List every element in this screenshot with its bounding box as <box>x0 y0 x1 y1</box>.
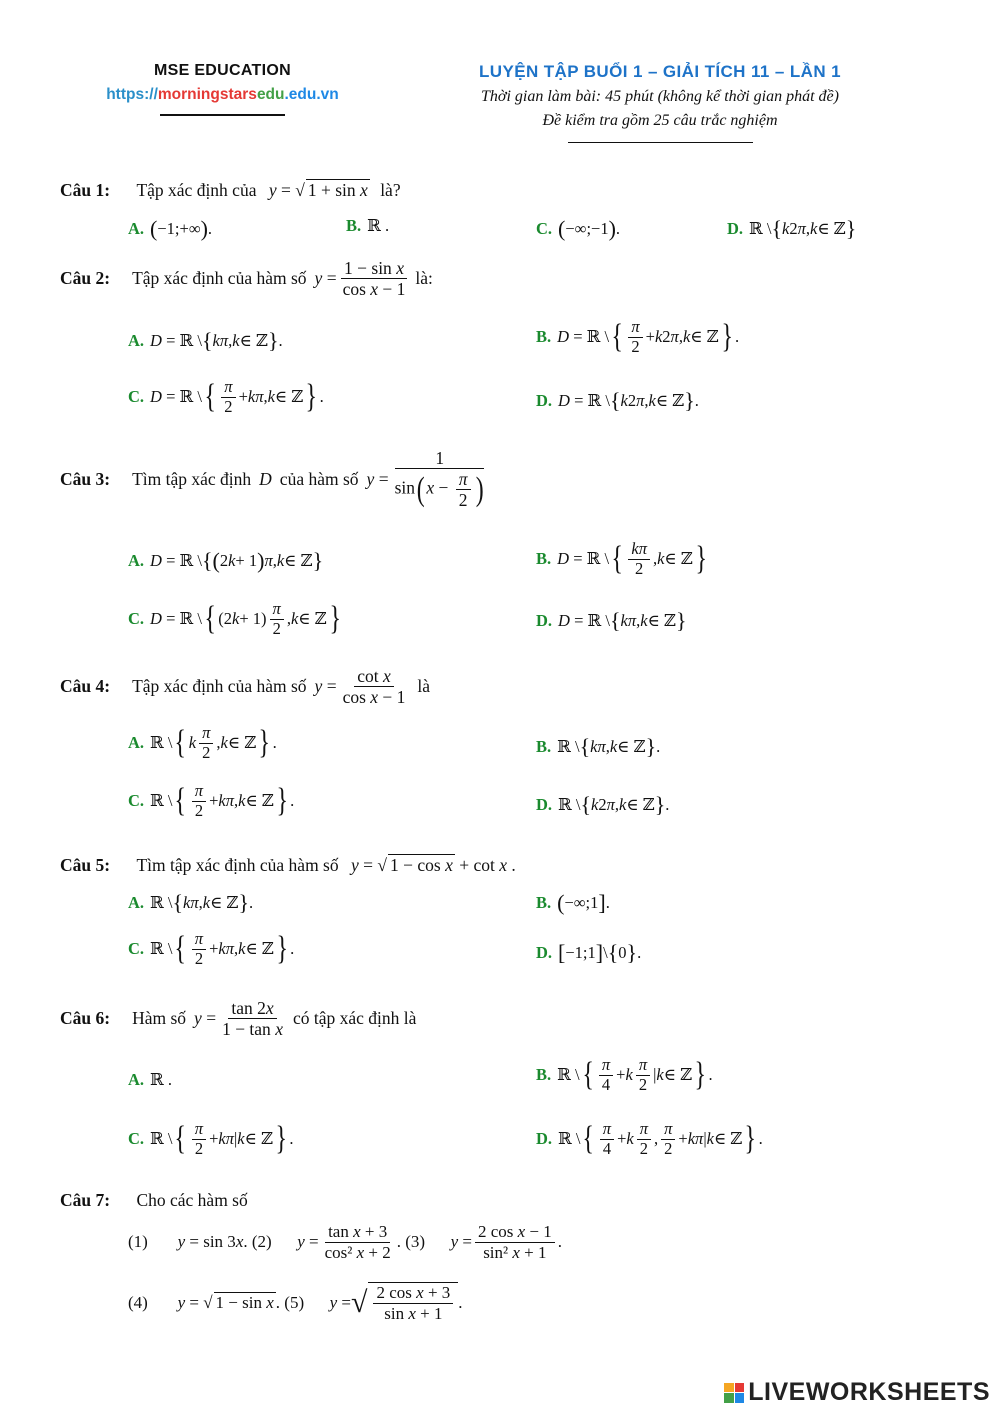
q6-option-a[interactable]: A. ℝ . <box>128 1070 173 1089</box>
liveworksheets-logo[interactable] <box>724 1378 990 1407</box>
brand-block <box>95 62 350 116</box>
question-3: Câu 3: Tìm tập xác định D của hàm số y = 1 sin(x − $\frac{\pi}{2}$ ) <box>60 448 484 511</box>
logo-mark-icon <box>724 1383 744 1403</box>
q5-option-d[interactable]: D. [ −1;1 ] \ { 0 } . <box>536 940 642 965</box>
q6-option-b[interactable]: B. ℝ \ { $\frac{\pi}{4}$ + k $\frac{\pi}{2}$ | k ∈ ℤ } . <box>536 1055 713 1094</box>
q1-option-d[interactable]: D. ℝ \ { k 2 π , k ∈ ℤ } <box>727 216 857 241</box>
brand-underline <box>160 114 285 116</box>
q5-option-b[interactable]: B. ( −∞;1 ] . <box>536 890 610 915</box>
q4-option-c[interactable]: C. ℝ \ { $\frac{\pi}{2}$ + kπ , k ∈ ℤ } . <box>128 781 295 820</box>
exam-header <box>415 62 905 143</box>
q5-option-a[interactable]: A. ℝ \ { kπ , k ∈ ℤ } . <box>128 890 254 915</box>
q3-option-b[interactable]: B. D = ℝ \ { $\frac{k\pi}{2}$ , k ∈ ℤ } <box>536 539 707 578</box>
q7-functions-row-2: (4) y = √ 1 − sin x . (5) y = √ $\frac{\text{2 cos x + 3}}{\text{sin x + 1}}$ . <box>128 1283 463 1323</box>
org-name: MSE EDUCATION <box>154 62 291 79</box>
q3-option-d[interactable]: D. D = ℝ \ { kπ , k ∈ ℤ } <box>536 608 687 633</box>
question-1: Câu 1: Tập xác định của y = √ 1 + sin x là? <box>60 180 401 200</box>
q4-option-b[interactable]: B. ℝ \ { kπ , k ∈ ℤ } . <box>536 734 661 759</box>
q5-option-c[interactable]: C. ℝ \ { $\frac{\pi}{2}$ + kπ , k ∈ ℤ } . <box>128 929 295 968</box>
question-4: Câu 4: Tập xác định của hàm số y = $\frac{\text{cot x}}{\text{cos x − 1}}$ là <box>60 666 431 708</box>
exam-title: LUYỆN TẬP BUỔI 1 – GIẢI TÍCH 11 – LẦN 1 <box>479 62 841 81</box>
q4-option-a[interactable]: A. ℝ \ { k $\frac{\pi}{2}$ , k ∈ ℤ } . <box>128 723 277 762</box>
q3-option-c[interactable]: C. D = ℝ \ { (2 k + 1) $\frac{\pi}{2}$ , k ∈ ℤ } <box>128 599 341 638</box>
logo-text: LIVEWORKSHEETS <box>748 1378 990 1406</box>
q1-option-a[interactable]: A. ( −1;+∞ ) . <box>128 216 213 241</box>
q1-option-b[interactable]: B. ℝ . <box>346 216 390 235</box>
q4-option-d[interactable]: D. ℝ \ { k 2 π , k ∈ ℤ } . <box>536 792 670 817</box>
q7-functions-row-1: (1) y = sin 3 x . (2) y = $\frac{\text{tan x + 3}}{\text{cos² x + 2}}$ . (3) y = $\frac{\text{2 cos x − 1}}{\text{sin² x + 1}}$ . <box>128 1222 563 1262</box>
q2-option-d[interactable]: D. D = ℝ \ { k 2 π , k ∈ ℤ } . <box>536 388 699 413</box>
q3-option-a[interactable]: A. D = ℝ \ {( 2 k + 1 ) π , k ∈ ℤ } <box>128 548 324 573</box>
q6-option-d[interactable]: D. ℝ \ { $\frac{\pi}{4}$ + k $\frac{\pi}{2}$ , $\frac{\pi}{2}$ + kπ | k ∈ ℤ } . <box>536 1119 763 1158</box>
exam-time: Thời gian làm bài: 45 phút (không kể thời gian phát đề) <box>481 88 839 105</box>
q1-option-c[interactable]: C. ( −∞;−1 ) . <box>536 216 621 241</box>
q6-option-c[interactable]: C. ℝ \ { $\frac{\pi}{2}$ + kπ | k ∈ ℤ } . <box>128 1119 294 1158</box>
header-underline <box>568 142 753 143</box>
q2-option-b[interactable]: B. D = ℝ \ { $\frac{\pi}{2}$ + k 2 π , k ∈ ℤ } . <box>536 317 740 356</box>
org-url[interactable]: https://morningstarsedu.edu.vn <box>106 86 339 103</box>
question-5: Câu 5: Tìm tập xác định của hàm số y = √ 1 − cos x + cot x . <box>60 855 516 875</box>
question-6: Câu 6: Hàm số y = $\frac{\tan 2x}{\text{1 − tan x}}$ có tập xác định là <box>60 998 417 1040</box>
question-2: Câu 2: Tập xác định của hàm số y = $\frac{\text{1 − sin x}}{\text{cos x − 1}}$ là: <box>60 258 433 300</box>
q2-option-c[interactable]: C. D = ℝ \ { $\frac{\pi}{2}$ + kπ , k ∈ ℤ } . <box>128 377 324 416</box>
q2-option-a[interactable]: A. D = ℝ \ { kπ , k ∈ ℤ } . <box>128 328 283 353</box>
question-7: Câu 7: Cho các hàm số <box>60 1190 248 1210</box>
exam-count: Đề kiểm tra gồm 25 câu trắc nghiệm <box>542 112 778 129</box>
